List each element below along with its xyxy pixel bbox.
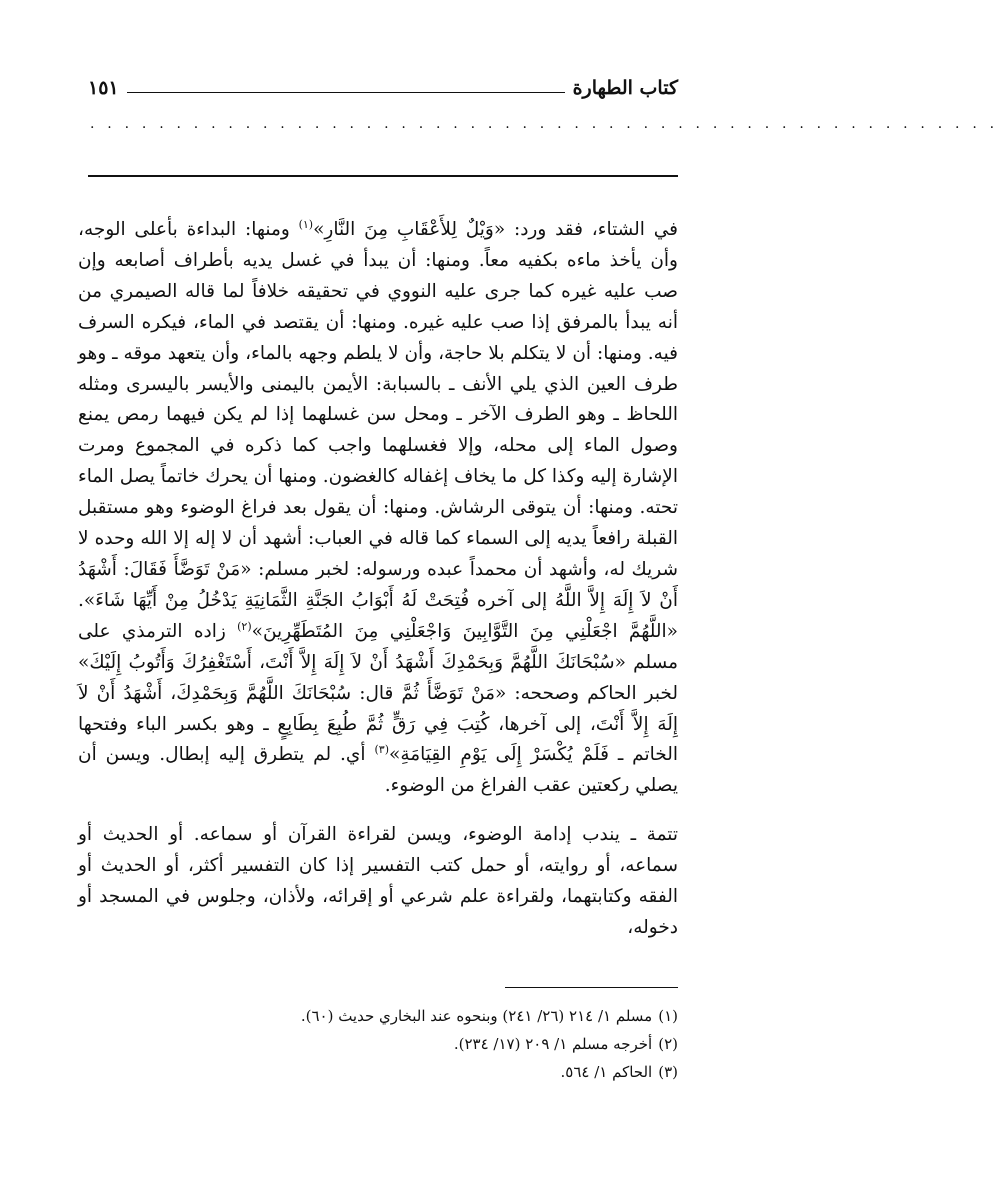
footnote-text: أخرجه مسلم ١/ ٢٠٩ (١٧/ ٢٣٤).	[453, 1035, 653, 1053]
footnote-mark: (١)	[658, 1007, 678, 1025]
footnote-mark: (٣)	[658, 1063, 678, 1081]
footnote-1	[240, 1002, 678, 1030]
footnote-ref-3: (٣)	[374, 743, 389, 757]
text-segment: في الشتاء، فقد ورد: «وَيْلٌ لِلأَعْقَابِ مِنَ النَّارِ»	[313, 219, 678, 240]
paragraph-1	[78, 215, 678, 802]
paragraph-2: تتمة ـ يندب إدامة الوضوء، ويسن لقراءة القرآن أو سماعه. أو الحديث أو سماعه، أو روايته، أو حمل كتب التفسير إذا كان التفسير أكثر، أو الحديث أو الفقه وكتابتهما، ولقراءة علم شرعي أو إقرائه، ولأذان، وجلوس في المسجد أو دخوله،	[78, 824, 678, 938]
footnote-text: الحاكم ١/ ٥٦٤.	[560, 1063, 653, 1081]
header-divider	[88, 175, 678, 177]
page-number: ١٥١	[88, 77, 119, 99]
footnote-mark: (٢)	[658, 1035, 678, 1053]
header-rule	[127, 92, 565, 93]
text-segment: أي. لم يتطرق إليه إبطال. ويسن أن يصلي ركعتين عقب الفراغ من الوضوء.	[78, 744, 678, 797]
footnote-2	[240, 1030, 678, 1058]
footnote-rule	[505, 987, 678, 988]
dotted-separator: . . . . . . . . . . . . . . . . . . . . . . . . . . . . . . . . . . . . . . . . . . . . . . . . . . . . .	[90, 116, 998, 132]
footnotes	[240, 1002, 678, 1086]
main-text	[78, 215, 678, 944]
text-segment: ومنها: البداءة بأعلى الوجه، وأن يأخذ ماءه بكفيه معاً. ومنها: أن يبدأ في غسل يديه بأطراف أصابعه وإن صب عليه غيره كما جرى عليه النووي في تحقيقه خلافاً لما قاله الصيمري من أنه يبدأ بالمرفق إذا صب عليه غيره. ومنها: أن يقتصد في الماء، فيكره السرف فيه. ومنها: أن لا يتكلم بلا حاجة، وأن لا يلطم وجهه بالماء، وأن يتعهد موقه ـ وهو طرف العين الذي يلي الأنف ـ بالسبابة: الأيمن باليمنى والأيسر باليسرى ومثله اللحاظ ـ وهو الطرف الآخر ـ ومحل سن غسلهما إذا لم يكن فيهما رمص يمنع وصول الماء إلى محله، وإلا فغسلهما واجب كما ذكره في المجموع ومرت الإشارة إليه وكذا كل ما يخاف إغفاله كالغضون. ومنها أن يحرك خاتماً يصل الماء تحته. ومنها: أن يتوقى الرشاش. ومنها: أن يقول بعد فراغ الوضوء وهو مستقبل القبلة رافعاً يديه إلى السماء كما قاله في العباب: أشهد أن لا إله إلا الله وحده لا شريك له، وأشهد أن محمداً عبده ورسوله: لخبر مسلم: «مَنْ تَوَضَّأَ فَقَالَ: أَشْهَدُ أَنْ لاَ إِلَهَ إِلاَّ اللَّهُ إلى آخره فُتِحَتْ لَهُ أَبْوَابُ الجَنَّةِ الثَّمَانِيَةِ يَدْخُلُ مِنْ أَيِّهَا شَاءَ». «اللَّهُمَّ اجْعَلْنِي مِنَ التَّوَّابِينَ وَاجْعَلْنِي مِنَ المُتَطَهِّرِينَ»	[78, 219, 678, 642]
running-title: كتاب الطهارة	[572, 77, 678, 99]
footnote-ref-2: (٢)	[237, 619, 252, 633]
footnote-3	[240, 1058, 678, 1086]
page-header	[88, 72, 678, 104]
footnote-text: مسلم ١/ ٢١٤ (٢٦/ ٢٤١) وبنحوه عند البخاري حديث (٦٠).	[300, 1007, 653, 1025]
text-segment: زاده الترمذي على مسلم «سُبْحَانَكَ اللَّهُمَّ وَبِحَمْدِكَ أَشْهَدُ أَنْ لاَ إِلَهَ إِلاَّ أَنْتَ، أَسْتَغْفِرُكَ وَأَتُوبُ إِلَيْكَ» لخبر الحاكم وصححه: «مَنْ تَوَضَّأَ ثُمَّ قال: سُبْحَانَكَ اللَّهُمَّ وَبِحَمْدِكَ، أَشْهَدُ أَنْ لاَ إِلَهَ إِلاَّ أَنْتَ، إلى آخرها، كُتِبَ فِي رَقٍّ ثُمَّ طُبِعَ بِطَابِعٍ ـ وهو بكسر الباء وفتحها الخاتم ـ فَلَمْ يُكْسَرْ إِلَى يَوْمِ القِيَامَةِ»	[78, 620, 678, 766]
footnote-ref-1: (١)	[298, 217, 314, 231]
